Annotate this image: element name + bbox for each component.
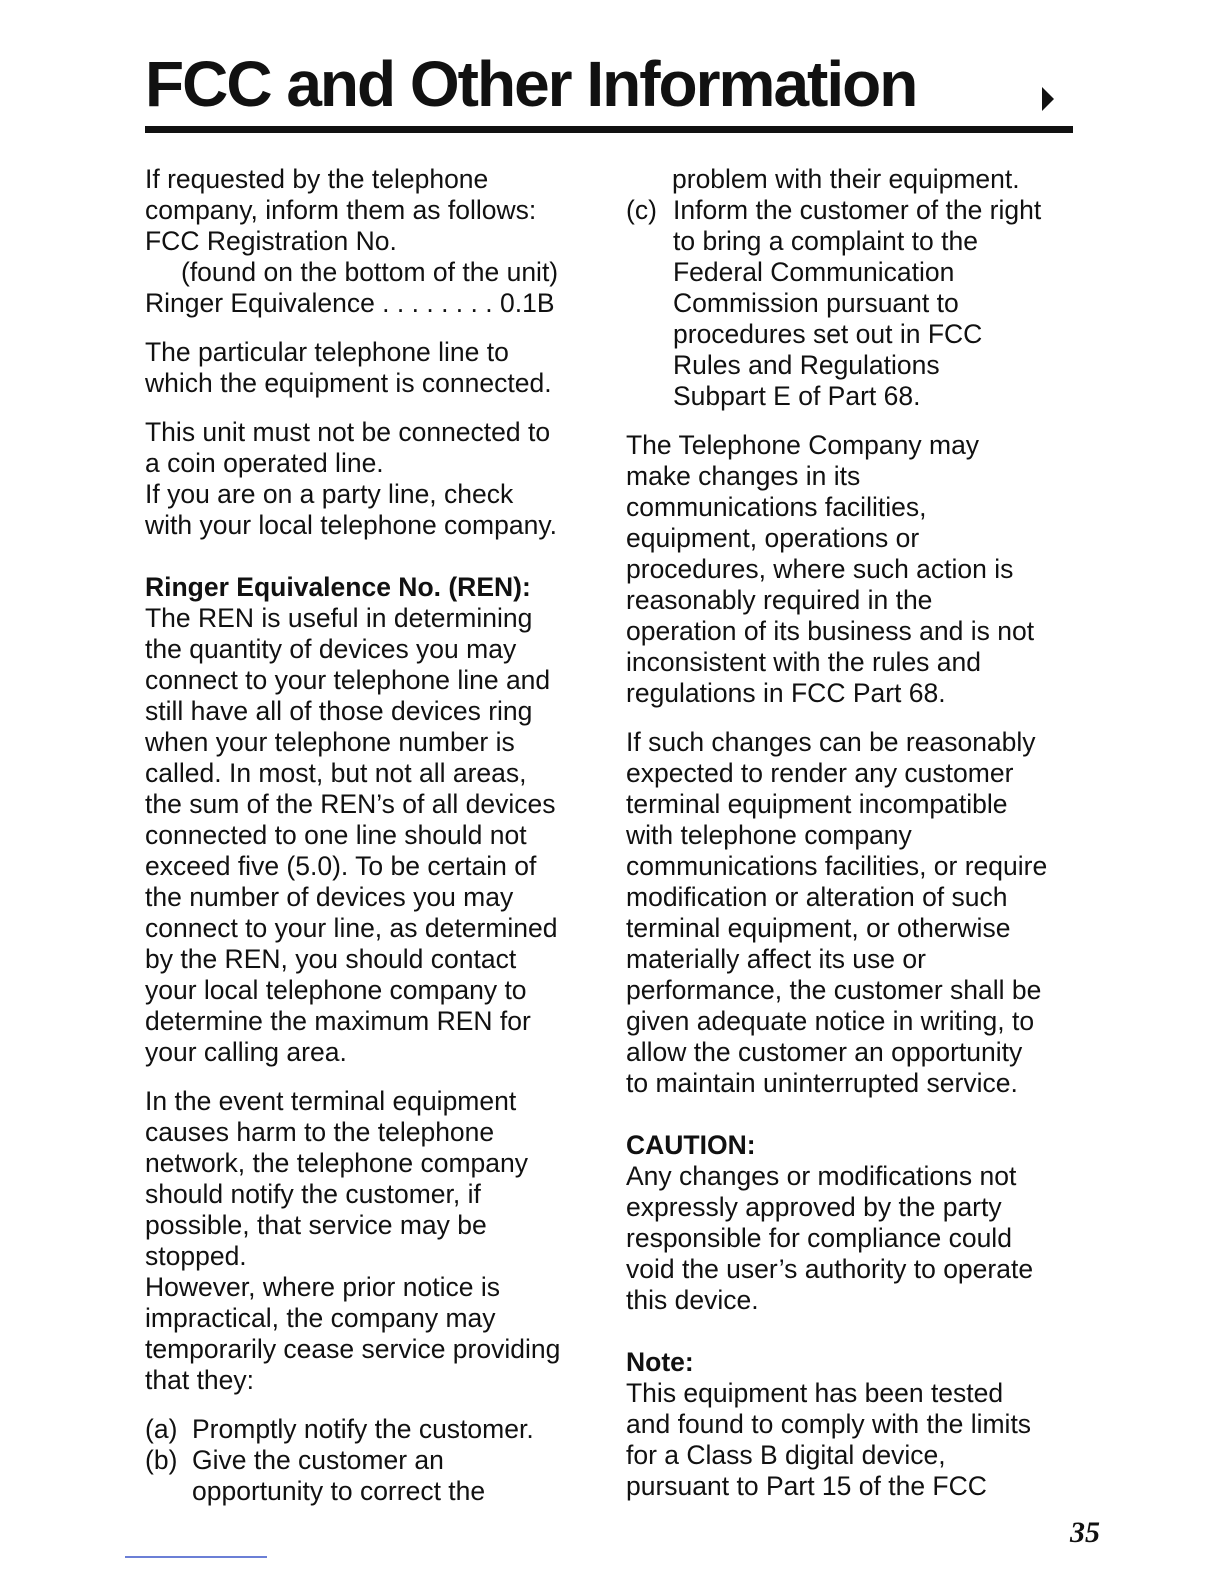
ringer-label: Ringer Equivalence [145,288,375,318]
title-rule [145,126,1073,133]
changes-paragraph [626,727,1086,1099]
ren-line: connect to your telephone line and [145,665,551,695]
page-number: 35 [1070,1516,1100,1549]
telco-line: equipment, operations or [626,523,920,553]
list-item-b-continued: problem with their equipment. [672,164,1020,194]
changes-line: performance, the customer shall be [626,975,1042,1005]
ren-line: when your telephone number is [145,727,515,757]
page-title: FCC and Other Information [145,48,917,120]
ringer-equivalence-row [145,288,595,319]
list-item-c-text: procedures set out in FCC [673,319,983,349]
caution-line: responsible for compliance could [626,1223,1012,1253]
note-line: for a Class B digital device, [626,1440,946,1470]
ren-paragraph [145,603,595,1068]
ren-line: the quantity of devices you may [145,634,517,664]
right-triangle-arrow-icon [1040,85,1056,113]
caution-paragraph [626,1161,1086,1316]
registration-line-3: FCC Registration No. [145,226,397,256]
event-line: temporarily cease service providing [145,1334,561,1364]
list-item-a [145,1414,595,1445]
telco-line: reasonably required in the [626,585,933,615]
ren-line: your local telephone company to [145,975,527,1005]
list-item-c-text: Subpart E of Part 68. [673,381,921,411]
ren-line: your calling area. [145,1037,347,1067]
list-item-a-text: Promptly notify the customer. [192,1414,534,1444]
event-line: stopped. [145,1241,247,1271]
footer-divider [125,1556,267,1558]
telco-paragraph [626,430,1086,709]
changes-line: terminal equipment incompatible [626,789,1008,819]
note-paragraph [626,1378,1086,1502]
registration-line-2: company, inform them as follows: [145,195,537,225]
event-line: that they: [145,1365,255,1395]
event-line: However, where prior notice is [145,1272,500,1302]
registration-line-1: If requested by the telephone [145,164,489,194]
list-item-c-text: Federal Communication [673,257,955,287]
changes-line: with telephone company [626,820,912,850]
note-line: This equipment has been tested [626,1378,1004,1408]
changes-line: communications facilities, or require [626,851,1048,881]
note-heading: Note: [626,1347,694,1377]
ren-line: connect to your line, as determined [145,913,558,943]
left-column [145,164,595,1507]
changes-line: allow the customer an opportunity [626,1037,1023,1067]
ren-line: The REN is useful in determining [145,603,533,633]
changes-line: given adequate notice in writing, to [626,1006,1035,1036]
changes-line: materially affect its use or [626,944,926,974]
right-column [626,164,1086,1502]
event-line: In the event terminal equipment [145,1086,517,1116]
telco-line: make changes in its [626,461,861,491]
caution-line: expressly approved by the party [626,1192,1002,1222]
list-item-b [145,1445,595,1507]
line-paragraph-2: which the equipment is connected. [145,368,552,398]
coin-paragraph-2: a coin operated line. [145,448,384,478]
caution-heading: CAUTION: [626,1130,756,1160]
list-label-c: (c) [626,195,657,225]
telco-line: The Telephone Company may [626,430,980,460]
telco-line: inconsistent with the rules and [626,647,982,677]
caution-line: this device. [626,1285,759,1315]
changes-line: expected to render any customer [626,758,1014,788]
changes-line: modification or alteration of such [626,882,1008,912]
coin-paragraph-3: If you are on a party line, check [145,479,514,509]
changes-line: to maintain uninterrupted service. [626,1068,1018,1098]
coin-paragraph-4: with your local telephone company. [145,510,557,540]
event-line: network, the telephone company [145,1148,529,1178]
list-item-c [626,195,1086,412]
note-line: and found to comply with the limits [626,1409,1032,1439]
event-paragraph [145,1086,595,1396]
ren-line: connected to one line should not [145,820,527,850]
ringer-leader-dots: . . . . . . . . [374,288,500,318]
telco-line: regulations in FCC Part 68. [626,678,946,708]
line-paragraph-1: The particular telephone line to [145,337,509,367]
ren-line: determine the maximum REN for [145,1006,531,1036]
coin-paragraph-1: This unit must not be connected to [145,417,551,447]
registration-line-4: (found on the bottom of the unit) [181,257,559,287]
caution-line: void the user’s authority to operate [626,1254,1034,1284]
event-line: should notify the customer, if [145,1179,481,1209]
list-item-c-text: Commission pursuant to [673,288,959,318]
note-line: pursuant to Part 15 of the FCC [626,1471,987,1501]
ren-line: exceed five (5.0). To be certain of [145,851,537,881]
list-item-b-text: opportunity to correct the [192,1476,486,1506]
telco-line: operation of its business and is not [626,616,1035,646]
ringer-value: 0.1B [499,288,555,318]
list-label-b: (b) [145,1445,178,1475]
ren-heading: Ringer Equivalence No. (REN): [145,572,531,602]
changes-line: If such changes can be reasonably [626,727,1036,757]
telco-line: communications facilities, [626,492,927,522]
list-label-a: (a) [145,1414,178,1444]
event-line: causes harm to the telephone [145,1117,495,1147]
telco-line: procedures, where such action is [626,554,1014,584]
ren-line: by the REN, you should contact [145,944,517,974]
ren-line: still have all of those devices ring [145,696,533,726]
changes-line: terminal equipment, or otherwise [626,913,1011,943]
list-item-c-text: Inform the customer of the right [673,195,1042,225]
ren-line: called. In most, but not all areas, [145,758,527,788]
list-item-c-text: Rules and Regulations [673,350,940,380]
caution-line: Any changes or modifications not [626,1161,1017,1191]
event-line: possible, that service may be [145,1210,487,1240]
event-line: impractical, the company may [145,1303,496,1333]
ren-line: the number of devices you may [145,882,514,912]
list-item-b-text: Give the customer an [192,1445,444,1475]
ren-line: the sum of the REN’s of all devices [145,789,556,819]
list-item-c-text: to bring a complaint to the [673,226,978,256]
